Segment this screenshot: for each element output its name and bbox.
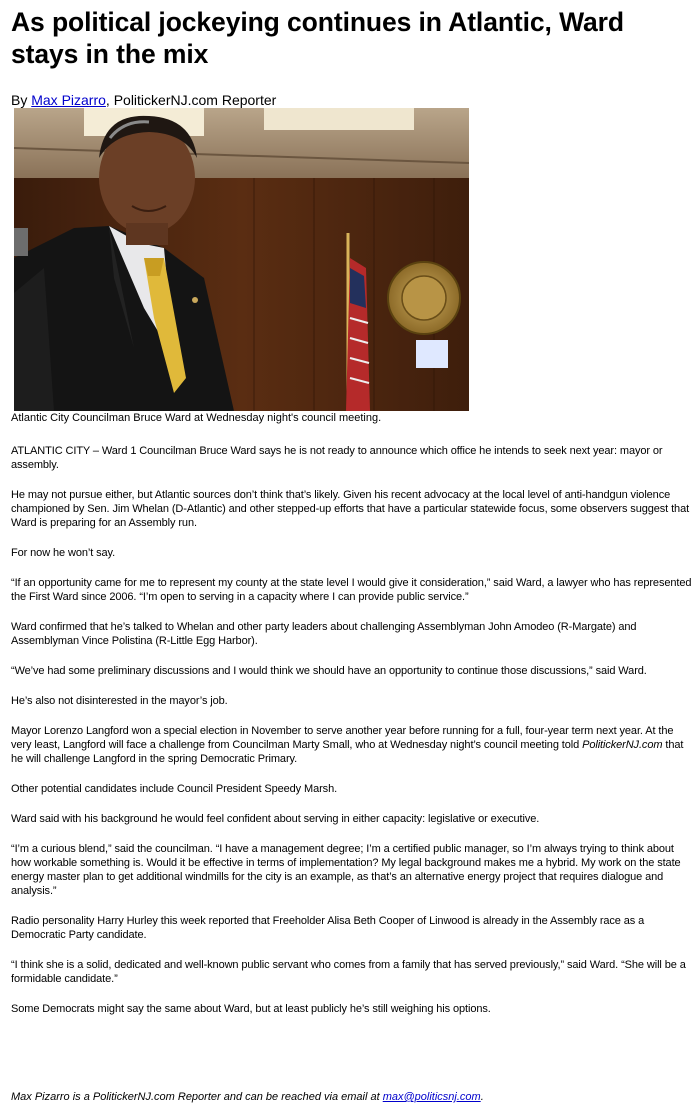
footer-text: Max Pizarro is a PolitickerNJ.com Reporter and can be reached via email at (11, 1091, 383, 1103)
paragraph: Radio personality Harry Hurley this week reported that Freeholder Alisa Beth Cooper of Linwood is already in the Assembly race as a Democratic Party candidate. (11, 915, 645, 941)
author-link[interactable]: Max Pizarro (31, 92, 106, 108)
paragraph: Some Democrats might say the same about Ward, but at least publicly he’s still weighing his options. (11, 1003, 491, 1015)
publication-name: PolitickerNJ.com (582, 739, 663, 751)
paragraph: Ward confirmed that he’s talked to Whelan and other party leaders about challenging Assemblyman John Amodeo (R-Margate) and Assemblyman Vince Polistina (R-Little Egg Harbor). (11, 621, 637, 647)
article-photo (14, 108, 469, 411)
councilman-photo-icon (14, 108, 469, 411)
paragraph: Other potential candidates include Council President Speedy Marsh. (11, 783, 338, 795)
byline-suffix: , PolitickerNJ.com Reporter (105, 92, 277, 108)
paragraph: For now he won’t say. (11, 547, 116, 559)
footer-end: . (480, 1091, 484, 1103)
paragraph: He’s also not disinterested in the mayor’s job. (11, 695, 228, 707)
paragraph: “I’m a curious blend,” said the councilman. “I have a management degree; I’m a certified public manager, so I’m always trying to think about how workable something is. Would it be effective in terms of implementation? My legal background makes me a hybrid. My work on the state energy master plan to get additional windmills for the city is an example, as that’s an alternative energy project that requires dialogue and analysis.” (11, 843, 681, 897)
paragraph: ATLANTIC CITY – Ward 1 Councilman Bruce Ward says he is not ready to announce which office he intends to seek next year: mayor or assembly. (11, 445, 663, 471)
paragraph-text: Mayor Lorenzo Langford won a special election in November to serve another year before running for a full, four-year term next year. At the very least, Langford will face a challenge from Councilman Marty Small, who at Wednesday night’s council meeting told (11, 725, 674, 751)
paragraph: “I think she is a solid, dedicated and well-known public servant who comes from a family that has served previously,” said Ward. “She will be a formidable candidate.” (11, 959, 686, 985)
article-body (11, 444, 695, 1032)
photo-caption: Atlantic City Councilman Bruce Ward at Wednesday night's council meeting. (11, 412, 382, 424)
article-headline: As political jockeying continues in Atlantic, Ward stays in the mix (11, 7, 624, 69)
paragraph: Ward said with his background he would feel confident about serving in either capacity: legislative or executive. (11, 813, 540, 825)
paragraph: “We’ve had some preliminary discussions and I would think we should have an opportunity to continue those discussions,” said Ward. (11, 665, 647, 677)
paragraph (11, 724, 695, 766)
paragraph: “If an opportunity came for me to represent my county at the state level I would give it consideration,” said Ward, a lawyer who has represented the First Ward since 2006. “I’m open to serving in a capacity where I can provide public service.” (11, 577, 692, 603)
paragraph-text: that he will challenge Langford in the spring Democratic Primary. (11, 739, 684, 765)
byline (11, 91, 276, 109)
author-footer (11, 1090, 484, 1104)
byline-prefix: By (11, 92, 32, 108)
paragraph: He may not pursue either, but Atlantic sources don’t think that’s likely. Given his recent advocacy at the local level of anti-handgun violence championed by Sen. Jim Whelan (D-Atlantic) and other stepped-up efforts that have a particular statewide focus, some observers suggest that Ward is preparing for an Assembly run. (11, 489, 690, 529)
email-link[interactable]: max@politicsnj.com (382, 1091, 481, 1103)
